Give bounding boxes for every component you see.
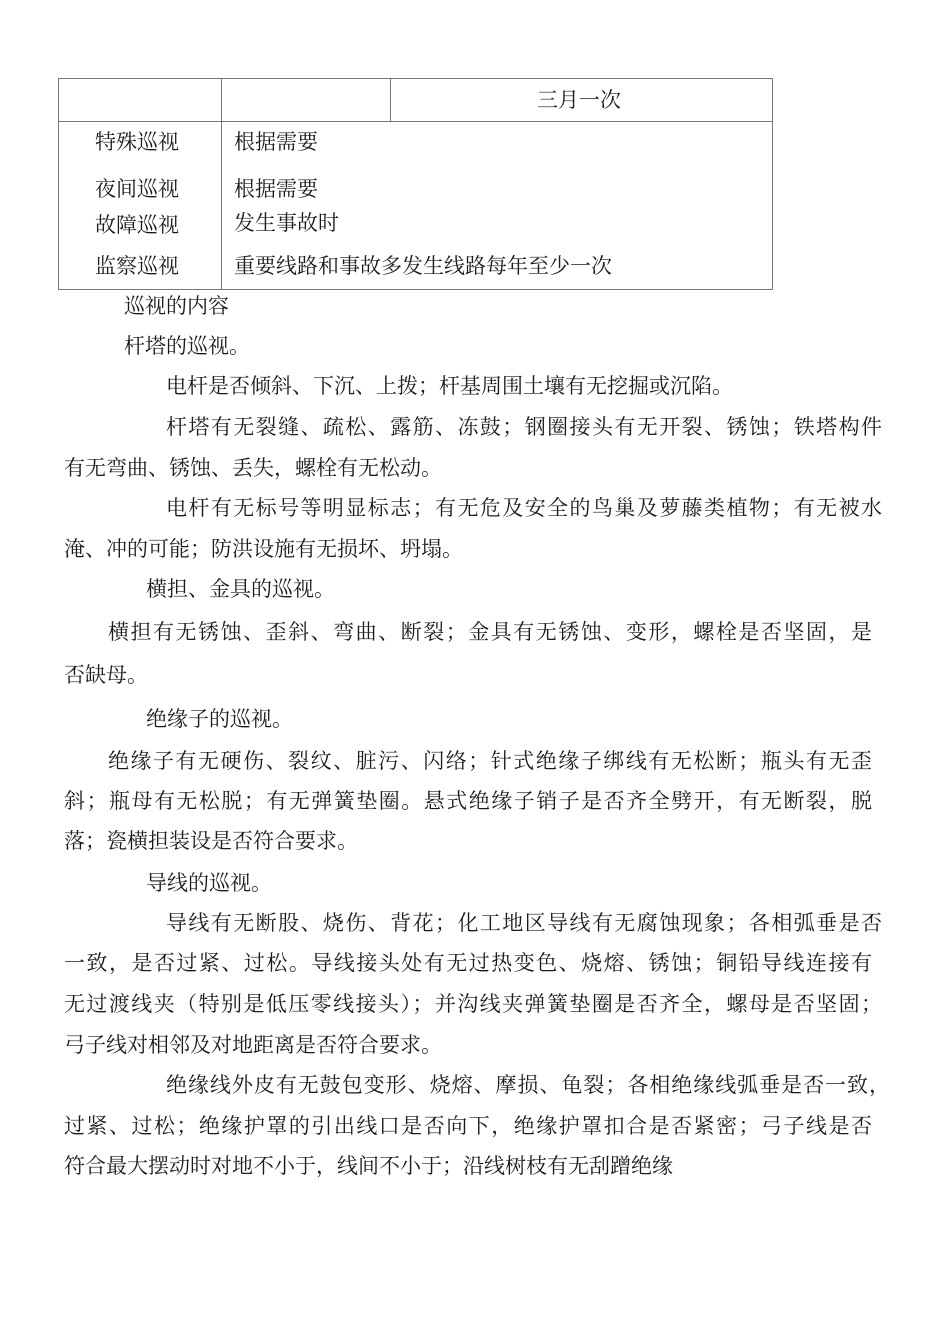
paragraph-line: 一致，是否过紧、过松。导线接头处有无过热变色、烧熔、锈蚀；铜铅导线连接有 xyxy=(64,951,872,975)
table-cell-period: 发生事故时 xyxy=(234,211,339,235)
table-header-cell: 三月一次 xyxy=(537,88,621,112)
paragraph-line: 横担有无锈蚀、歪斜、弯曲、断裂；金具有无锈蚀、变形，螺栓是否坚固，是 xyxy=(108,620,872,644)
table-column-divider xyxy=(221,79,222,289)
paragraph-line: 落；瓷横担装设是否符合要求。 xyxy=(64,829,358,853)
table-cell-period: 重要线路和事故多发生线路每年至少一次 xyxy=(234,254,612,278)
paragraph-line: 无过渡线夹（特别是低压零线接头）；并沟线夹弹簧垫圈是否齐全，螺母是否坚固； xyxy=(64,992,882,1016)
table-cell-type: 故障巡视 xyxy=(95,213,179,237)
table-column-divider xyxy=(390,79,391,122)
section-heading-poles: 杆塔的巡视。 xyxy=(124,334,250,358)
section-heading-conductor: 导线的巡视。 xyxy=(146,871,272,895)
paragraph-line: 电杆有无标号等明显标志；有无危及安全的鸟巢及萝藤类植物；有无被水 xyxy=(166,496,882,520)
table-row-divider xyxy=(59,121,772,122)
paragraph-line: 电杆是否倾斜、下沉、上拨；杆基周围土壤有无挖掘或沉陷。 xyxy=(166,374,733,398)
inspection-schedule-table xyxy=(58,78,773,290)
paragraph-line: 过紧、过松；绝缘护罩的引出线口是否向下，绝缘护罩扣合是否紧密；弓子线是否 xyxy=(64,1114,872,1138)
paragraph-line: 导线有无断股、烧伤、背花；化工地区导线有无腐蚀现象；各相弧垂是否 xyxy=(166,911,882,935)
section-heading-insulator: 绝缘子的巡视。 xyxy=(146,707,293,731)
section-heading-crossarm: 横担、金具的巡视。 xyxy=(146,577,335,601)
paragraph-line: 斜；瓶母有无松脱；有无弹簧垫圈。悬式绝缘子销子是否齐全劈开，有无断裂，脱 xyxy=(64,789,872,813)
table-cell-type: 监察巡视 xyxy=(95,254,179,278)
table-cell-period: 根据需要 xyxy=(234,130,318,154)
paragraph-line: 否缺母。 xyxy=(64,663,148,687)
paragraph-line: 有无弯曲、锈蚀、丢失，螺栓有无松动。 xyxy=(64,456,442,480)
paragraph-line: 符合最大摆动时对地不小于，线间不小于；沿线树枝有无刮蹭绝缘 xyxy=(64,1154,673,1178)
table-cell-period: 根据需要 xyxy=(234,177,318,201)
paragraph-line: 淹、冲的可能；防洪设施有无损坏、坍塌。 xyxy=(64,537,463,561)
paragraph-line: 绝缘线外皮有无鼓包变形、烧熔、摩损、龟裂；各相绝缘线弧垂是否一致， xyxy=(166,1073,890,1097)
paragraph-line: 弓子线对相邻及对地距离是否符合要求。 xyxy=(64,1033,442,1057)
paragraph-line: 绝缘子有无硬伤、裂纹、脏污、闪络；针式绝缘子绑线有无松断；瓶头有无歪 xyxy=(108,749,872,773)
table-cell-type: 夜间巡视 xyxy=(95,177,179,201)
table-cell-type: 特殊巡视 xyxy=(95,130,179,154)
section-heading-main: 巡视的内容 xyxy=(124,294,229,318)
paragraph-line: 杆塔有无裂缝、疏松、露筋、冻鼓；钢圈接头有无开裂、锈蚀；铁塔构件 xyxy=(166,415,882,439)
